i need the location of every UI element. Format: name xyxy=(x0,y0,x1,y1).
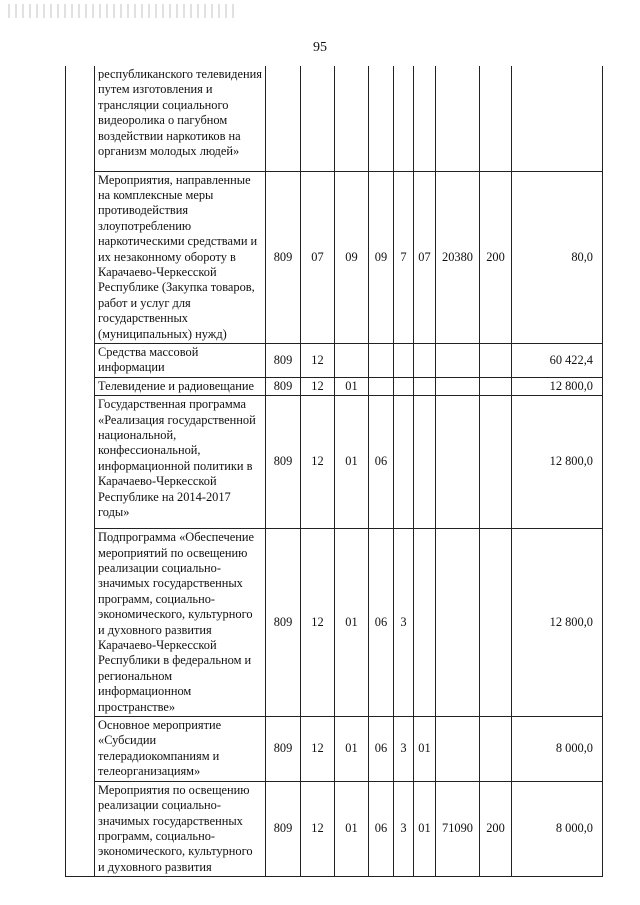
subprogram-code-cell xyxy=(394,343,414,377)
main-event-code-cell xyxy=(414,66,436,171)
expense-type-code-cell xyxy=(480,717,512,782)
table-row xyxy=(66,377,603,395)
expense-type-code-cell xyxy=(480,377,512,395)
subsection-code-cell: 01 xyxy=(335,781,369,876)
expense-type-code-cell xyxy=(480,343,512,377)
row-name-cell: Государственная программа «Реализация государственной национальной, конфессиональной, информационной политики в Карачаево-Черкесской Республике на 2014-2017 годы» xyxy=(95,396,266,529)
page-number: 95 xyxy=(313,40,327,55)
subprogram-code-cell: 7 xyxy=(394,171,414,343)
program-code-cell xyxy=(369,343,394,377)
subsection-code-cell: 09 xyxy=(335,171,369,343)
scan-artifact xyxy=(8,4,238,18)
subprogram-code-cell: 3 xyxy=(394,529,414,717)
direction-code-cell xyxy=(436,343,480,377)
ved-code-cell: 809 xyxy=(266,529,301,717)
subprogram-code-cell xyxy=(394,66,414,171)
subprogram-code-cell xyxy=(394,396,414,529)
row-number-cell xyxy=(66,171,95,343)
subprogram-code-cell: 3 xyxy=(394,717,414,782)
amount-cell: 8 000,0 xyxy=(512,717,603,782)
section-code-cell: 12 xyxy=(301,529,335,717)
section-code-cell: 12 xyxy=(301,377,335,395)
budget-table xyxy=(65,66,603,877)
table-row xyxy=(66,396,603,529)
row-name-cell: Подпрограмма «Обеспечение мероприятий по освещению реализации социально-значимых государственных программ, социально-экономического, культурного и духовного развития Карачаево-Черкесской Республики в федеральном и региональном информационном пространстве» xyxy=(95,529,266,717)
row-number-cell xyxy=(66,781,95,876)
row-name-cell: Средства массовой информации xyxy=(95,343,266,377)
program-code-cell: 06 xyxy=(369,396,394,529)
ved-code-cell: 809 xyxy=(266,343,301,377)
program-code-cell: 06 xyxy=(369,781,394,876)
subsection-code-cell xyxy=(335,66,369,171)
ved-code-cell: 809 xyxy=(266,717,301,782)
table-row xyxy=(66,529,603,717)
program-code-cell: 06 xyxy=(369,717,394,782)
row-name-cell: Телевидение и радиовещание xyxy=(95,377,266,395)
program-code-cell: 09 xyxy=(369,171,394,343)
subsection-code-cell: 01 xyxy=(335,377,369,395)
row-name-cell: Мероприятия, направленные на комплексные меры противодействия злоупотреблению наркотическими средствами и их незаконному обороту в Карачаево-Черкесской Республике (Закупка товаров, работ и услуг для государственных (муниципальных) нужд) xyxy=(95,171,266,343)
row-number-cell xyxy=(66,377,95,395)
amount-cell: 12 800,0 xyxy=(512,377,603,395)
ved-code-cell xyxy=(266,66,301,171)
table-row xyxy=(66,781,603,876)
expense-type-code-cell: 200 xyxy=(480,781,512,876)
main-event-code-cell xyxy=(414,396,436,529)
expense-type-code-cell xyxy=(480,66,512,171)
ved-code-cell: 809 xyxy=(266,377,301,395)
subsection-code-cell xyxy=(335,343,369,377)
table-row xyxy=(66,717,603,782)
row-number-cell xyxy=(66,529,95,717)
direction-code-cell: 20380 xyxy=(436,171,480,343)
amount-cell: 12 800,0 xyxy=(512,396,603,529)
section-code-cell: 12 xyxy=(301,396,335,529)
table-row xyxy=(66,171,603,343)
ved-code-cell: 809 xyxy=(266,396,301,529)
subsection-code-cell: 01 xyxy=(335,717,369,782)
row-name-cell: республиканского телевидения путем изготовления и трансляции социального видеоролика о пагубном воздействии наркотиков на организм молодых людей» xyxy=(95,66,266,171)
main-event-code-cell: 01 xyxy=(414,781,436,876)
section-code-cell: 12 xyxy=(301,343,335,377)
amount-cell: 8 000,0 xyxy=(512,781,603,876)
subprogram-code-cell: 3 xyxy=(394,781,414,876)
direction-code-cell xyxy=(436,717,480,782)
main-event-code-cell xyxy=(414,529,436,717)
amount-cell: 80,0 xyxy=(512,171,603,343)
table-row xyxy=(66,66,603,171)
main-event-code-cell xyxy=(414,343,436,377)
direction-code-cell xyxy=(436,396,480,529)
subsection-code-cell: 01 xyxy=(335,529,369,717)
row-name-cell: Мероприятия по освещению реализации социально-значимых государственных программ, социально-экономического, культурного и духовного развития xyxy=(95,781,266,876)
section-code-cell: 12 xyxy=(301,781,335,876)
section-code-cell xyxy=(301,66,335,171)
section-code-cell: 12 xyxy=(301,717,335,782)
main-event-code-cell: 01 xyxy=(414,717,436,782)
main-event-code-cell: 07 xyxy=(414,171,436,343)
row-number-cell xyxy=(66,717,95,782)
main-event-code-cell xyxy=(414,377,436,395)
section-code-cell: 07 xyxy=(301,171,335,343)
direction-code-cell xyxy=(436,66,480,171)
amount-cell: 12 800,0 xyxy=(512,529,603,717)
direction-code-cell xyxy=(436,377,480,395)
program-code-cell xyxy=(369,66,394,171)
direction-code-cell xyxy=(436,529,480,717)
row-name-cell: Основное мероприятие «Субсидии телерадиокомпаниям и телеорганизациям» xyxy=(95,717,266,782)
subsection-code-cell: 01 xyxy=(335,396,369,529)
row-number-cell xyxy=(66,343,95,377)
expense-type-code-cell xyxy=(480,396,512,529)
row-number-cell xyxy=(66,396,95,529)
amount-cell: 60 422,4 xyxy=(512,343,603,377)
direction-code-cell: 71090 xyxy=(436,781,480,876)
expense-type-code-cell xyxy=(480,529,512,717)
program-code-cell xyxy=(369,377,394,395)
table-row xyxy=(66,343,603,377)
row-number-cell xyxy=(66,66,95,171)
amount-cell xyxy=(512,66,603,171)
expense-type-code-cell: 200 xyxy=(480,171,512,343)
subprogram-code-cell xyxy=(394,377,414,395)
ved-code-cell: 809 xyxy=(266,781,301,876)
ved-code-cell: 809 xyxy=(266,171,301,343)
program-code-cell: 06 xyxy=(369,529,394,717)
